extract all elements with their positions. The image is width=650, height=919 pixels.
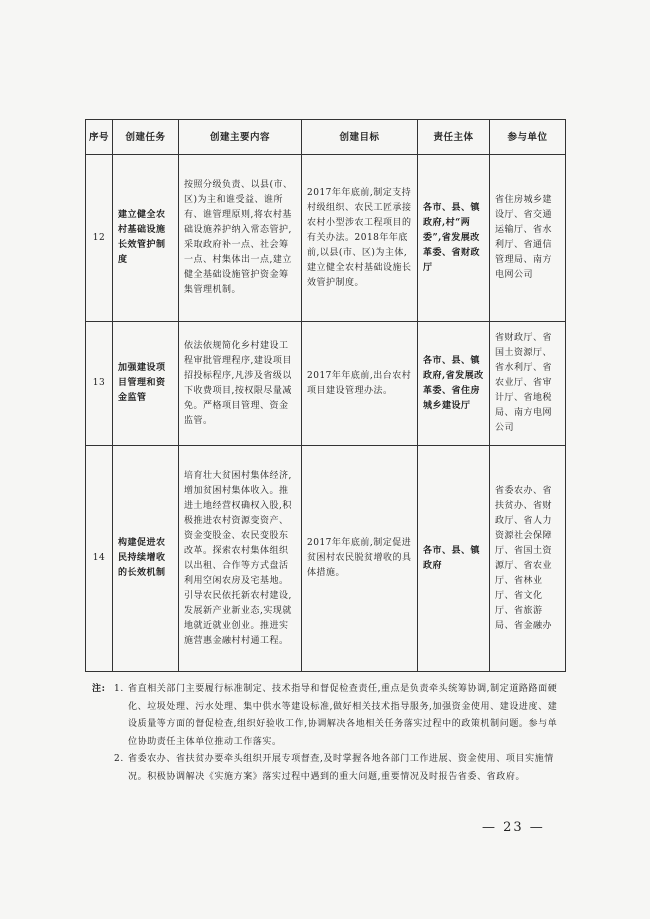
row-participants: 省住房城乡建设厅、省交通运输厅、省水利厅、省通信管理局、南方电网公司 bbox=[490, 155, 566, 322]
note-number: 2. bbox=[114, 754, 124, 764]
page-number: — 23 — bbox=[482, 820, 545, 835]
header-num: 序号 bbox=[86, 120, 113, 155]
table-row bbox=[86, 155, 566, 322]
row-participants: 省委农办、省扶贫办、省财政厅、省人力资源社会保障厅、省国土资源厅、省农业厅、省林业厅、省文化厅、省旅游局、省金融办 bbox=[490, 446, 566, 672]
note-item bbox=[92, 681, 560, 751]
row-task: 构建促进农民持续增收的长效机制 bbox=[113, 446, 179, 672]
row-num: 13 bbox=[86, 322, 113, 446]
table-row bbox=[86, 446, 566, 672]
note-text: 省直相关部门主要履行标准制定、技术指导和督促检查责任,重点是负责牵头统筹协调,制定道路路面硬化、垃圾处理、污水处理、集中供水等建设标准,做好相关技术指导服务,加强资金使用、建设进度、建设质量等方面的督促检查,组织好验收工作,协调解决各地相关任务落实过程中的政策机制问题。参与单位协助责任主体单位推动工作落实。 bbox=[128, 684, 558, 747]
notes-section bbox=[92, 681, 560, 786]
header-task: 创建任务 bbox=[113, 120, 179, 155]
row-task: 加强建设项目管理和资金监管 bbox=[113, 322, 179, 446]
task-table bbox=[85, 119, 566, 672]
notes-label: 注: bbox=[92, 684, 106, 694]
row-goal: 2017年年底前,制定促进贫困村农民脱贫增收的具体措施。 bbox=[302, 446, 418, 672]
row-responsible: 各市、县、镇政府,村“两委”,省发展改革委、省财政厅 bbox=[418, 155, 490, 322]
row-num: 14 bbox=[86, 446, 113, 672]
header-content: 创建主要内容 bbox=[179, 120, 302, 155]
row-num: 12 bbox=[86, 155, 113, 322]
header-responsible: 责任主体 bbox=[418, 120, 490, 155]
note-text: 省委农办、省扶贫办要牵头组织开展专项督查,及时掌握各地各部门工作进展、资金使用、项目实施情况。积极协调解决《实施方案》落实过程中遇到的重大问题,重要情况及时报告省委、省政府。 bbox=[128, 754, 554, 782]
row-goal: 2017年年底前,制定支持村级组织、农民工匠承接农村小型涉农工程项目的有关办法。2018年年底前,以县(市、区)为主体,建立健全农村基础设施长效管护制度。 bbox=[302, 155, 418, 322]
note-number: 1. bbox=[114, 684, 124, 694]
row-content: 培育壮大贫困村集体经济,增加贫困村集体收入。推进土地经营权确权入股,积极推进农村资源变资产、资金变股金、农民变股东改革。探索农村集体组织以出租、合作等方式盘活利用空闲农房及宅基地。引导农民依托新农村建设,发展新产业新业态,实现就地就近就业创业。推进实施营惠金融村村通工程。 bbox=[179, 446, 302, 672]
table-header-row bbox=[86, 120, 566, 155]
row-responsible: 各市、县、镇政府 bbox=[418, 446, 490, 672]
row-responsible: 各市、县、镇政府,省发展改革委、省住房城乡建设厅 bbox=[418, 322, 490, 446]
note-item bbox=[92, 751, 560, 786]
row-goal: 2017年年底前,出台农村项目建设管理办法。 bbox=[302, 322, 418, 446]
header-goal: 创建目标 bbox=[302, 120, 418, 155]
row-content: 按照分级负责、以县(市、区)为主和谁受益、谁所有、谁管理原则,将农村基础设施养护纳入常态管护,采取政府补一点、社会筹一点、村集体出一点,建立健全基础设施管护资金筹集管理机制。 bbox=[179, 155, 302, 322]
header-participants: 参与单位 bbox=[490, 120, 566, 155]
table-row bbox=[86, 322, 566, 446]
row-participants: 省财政厅、省国土资源厅、省水利厅、省农业厅、省审计厅、省地税局、南方电网公司 bbox=[490, 322, 566, 446]
row-content: 依法依规简化乡村建设工程审批管理程序,建设项目招投标程序,凡涉及省级以下收费项目,按权限尽量减免。严格项目管理、资金监管。 bbox=[179, 322, 302, 446]
row-task: 建立健全农村基础设施长效管护制度 bbox=[113, 155, 179, 322]
